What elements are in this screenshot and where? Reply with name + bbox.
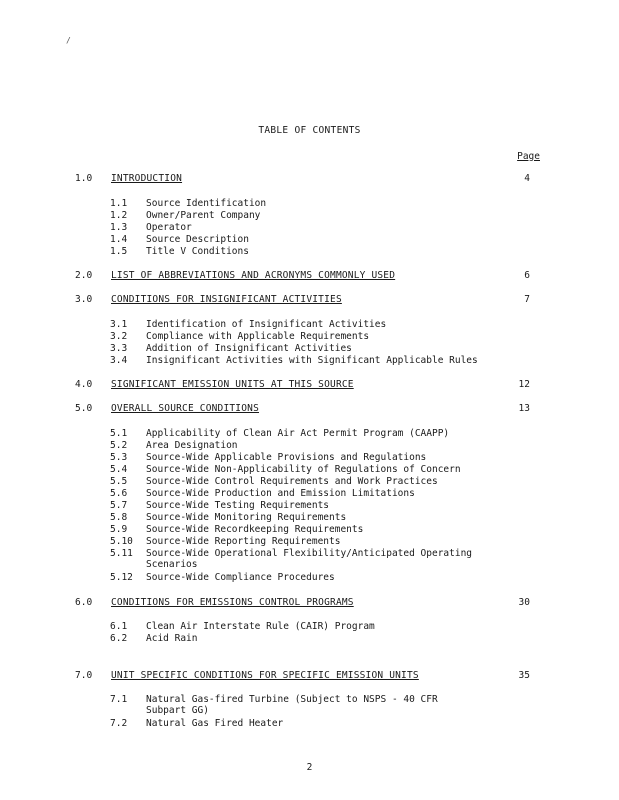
- toc-subsection: [0, 246, 619, 258]
- toc-section: [0, 670, 619, 682]
- toc-section: [0, 294, 619, 306]
- section-title: CONDITIONS FOR EMISSIONS CONTROL PROGRAMS: [111, 597, 354, 608]
- subsection-title: Compliance with Applicable Requirements: [146, 331, 370, 342]
- subsection-title: Natural Gas-fired Turbine (Subject to NSPS - 40 CFR Subpart GG): [146, 694, 438, 716]
- subsection-title: Area Designation: [146, 440, 238, 451]
- subsection-number: 1.4: [110, 234, 128, 245]
- stray-mark: /: [66, 36, 71, 45]
- subsection-title: Source-Wide Operational Flexibility/Anticipated Operating Scenarios: [146, 548, 473, 570]
- section-number: 4.0: [75, 379, 93, 390]
- section-number: 3.0: [75, 294, 93, 305]
- subsection-title: Operator: [146, 222, 192, 233]
- toc-subsection: [0, 452, 619, 464]
- subsection-title: Source-Wide Non-Applicability of Regulations of Concern: [146, 464, 461, 475]
- subsection-number: 7.1: [110, 694, 128, 705]
- subsection-number: 5.11: [110, 548, 133, 559]
- subsection-title: Identification of Insignificant Activities: [146, 319, 387, 330]
- section-title: SIGNIFICANT EMISSION UNITS AT THIS SOURCE: [111, 379, 354, 390]
- subsection-number: 1.3: [110, 222, 128, 233]
- subsection-number: 1.1: [110, 198, 128, 209]
- toc-subsection: [0, 718, 619, 730]
- section-page: 30: [518, 597, 530, 608]
- subsection-title: Source-Wide Compliance Procedures: [146, 572, 335, 583]
- section-number: 2.0: [75, 270, 93, 281]
- page-number: 2: [306, 762, 313, 773]
- section-title: INTRODUCTION: [111, 173, 183, 184]
- subsection-number: 5.5: [110, 476, 128, 487]
- section-title: OVERALL SOURCE CONDITIONS: [111, 403, 259, 414]
- subsection-title: Addition of Insignificant Activities: [146, 343, 352, 354]
- toc-section: [0, 403, 619, 415]
- toc-subsection: [0, 355, 619, 367]
- subsection-number: 3.1: [110, 319, 128, 330]
- section-page: 12: [518, 379, 530, 390]
- toc-subsection: [0, 488, 619, 500]
- section-number: 1.0: [75, 173, 93, 184]
- toc-subsection: [0, 464, 619, 476]
- toc-subsection: [0, 234, 619, 246]
- subsection-title: Source-Wide Monitoring Requirements: [146, 512, 347, 523]
- toc-subsection: [0, 319, 619, 331]
- subsection-title: Source-Wide Reporting Requirements: [146, 536, 341, 547]
- toc-subsection: [0, 343, 619, 355]
- subsection-title: Source-Wide Control Requirements and Work Practices: [146, 476, 438, 487]
- section-number: 7.0: [75, 670, 93, 681]
- section-page: 35: [518, 670, 530, 681]
- toc-subsection: [0, 428, 619, 440]
- subsection-number: 5.8: [110, 512, 128, 523]
- subsection-number: 5.6: [110, 488, 128, 499]
- subsection-number: 5.4: [110, 464, 128, 475]
- subsection-number: 1.2: [110, 210, 128, 221]
- toc-subsection: [0, 621, 619, 633]
- subsection-number: 3.4: [110, 355, 128, 366]
- page-column-header: Page: [517, 151, 540, 162]
- toc-subsection: [0, 210, 619, 222]
- subsection-number: 3.2: [110, 331, 128, 342]
- toc-subsection: [0, 536, 619, 548]
- subsection-title: Source Identification: [146, 198, 267, 209]
- subsection-title: Source Description: [146, 234, 249, 245]
- toc-subsection: [0, 524, 619, 536]
- toc-subsection: [0, 512, 619, 524]
- subsection-title: Applicability of Clean Air Act Permit Program (CAAPP): [146, 428, 450, 439]
- section-page: 4: [524, 173, 530, 184]
- toc-subsection: [0, 331, 619, 343]
- toc-subsection: [0, 440, 619, 452]
- subsection-title: Source-Wide Applicable Provisions and Regulations: [146, 452, 427, 463]
- subsection-number: 5.9: [110, 524, 128, 535]
- subsection-number: 3.3: [110, 343, 128, 354]
- subsection-title: Owner/Parent Company: [146, 210, 261, 221]
- subsection-number: 6.2: [110, 633, 128, 644]
- toc-subsection: [0, 548, 619, 572]
- toc-subsection: [0, 572, 619, 584]
- subsection-number: 1.5: [110, 246, 128, 257]
- section-number: 5.0: [75, 403, 93, 414]
- subsection-title: Acid Rain: [146, 633, 198, 644]
- subsection-title: Source-Wide Production and Emission Limitations: [146, 488, 415, 499]
- toc-section: [0, 597, 619, 609]
- section-page: 13: [518, 403, 530, 414]
- section-title: LIST OF ABBREVIATIONS AND ACRONYMS COMMONLY USED: [111, 270, 396, 281]
- section-page: 6: [524, 270, 530, 281]
- toc-subsection: [0, 694, 619, 718]
- subsection-number: 5.12: [110, 572, 133, 583]
- subsection-title: Clean Air Interstate Rule (CAIR) Program: [146, 621, 375, 632]
- toc-section: [0, 173, 619, 185]
- toc-subsection: [0, 476, 619, 488]
- toc-subsection: [0, 198, 619, 210]
- subsection-title: Title V Conditions: [146, 246, 249, 257]
- subsection-title: Natural Gas Fired Heater: [146, 718, 284, 729]
- toc-subsection: [0, 500, 619, 512]
- page-title: TABLE OF CONTENTS: [258, 125, 361, 136]
- section-number: 6.0: [75, 597, 93, 608]
- subsection-number: 5.3: [110, 452, 128, 463]
- subsection-title: Source-Wide Testing Requirements: [146, 500, 330, 511]
- subsection-number: 7.2: [110, 718, 128, 729]
- section-title: UNIT SPECIFIC CONDITIONS FOR SPECIFIC EMISSION UNITS: [111, 670, 419, 681]
- toc-section: [0, 379, 619, 391]
- toc-section: [0, 270, 619, 282]
- toc-subsection: [0, 222, 619, 234]
- subsection-number: 5.7: [110, 500, 128, 511]
- subsection-number: 6.1: [110, 621, 128, 632]
- section-page: 7: [524, 294, 530, 305]
- toc-subsection: [0, 633, 619, 645]
- subsection-number: 5.2: [110, 440, 128, 451]
- subsection-number: 5.1: [110, 428, 128, 439]
- section-title: CONDITIONS FOR INSIGNIFICANT ACTIVITIES: [111, 294, 342, 305]
- subsection-title: Insignificant Activities with Significant Applicable Rules: [146, 355, 478, 366]
- subsection-number: 5.10: [110, 536, 133, 547]
- subsection-title: Source-Wide Recordkeeping Requirements: [146, 524, 364, 535]
